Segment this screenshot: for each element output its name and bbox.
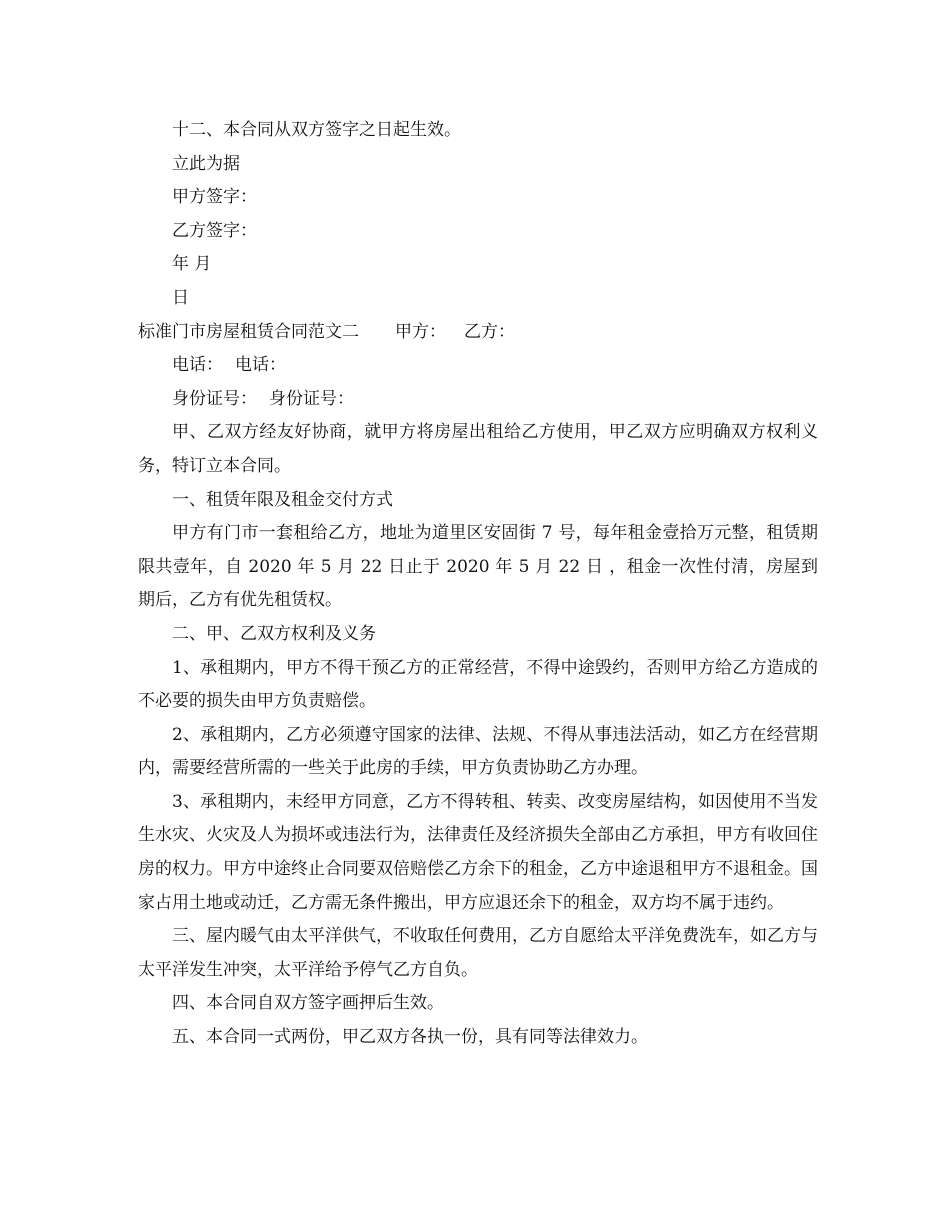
id-b-label: 身份证号： (269, 388, 354, 409)
party-b-signature-line: 乙方签字： (172, 220, 257, 241)
contract2-header-line (138, 316, 818, 350)
section4-body: 四、本合同自双方签字画押后生效。 (172, 993, 444, 1014)
contract2-title: 标准门市房屋租赁合同范文二 (138, 321, 359, 342)
section1-title: 一、租赁年限及租金交付方式 (172, 489, 393, 510)
clause-12: 十二、本合同从双方签字之日起生效。 (172, 120, 461, 140)
date-year-month-line: 年 月 (172, 254, 212, 275)
section2-item-2: 2、承租期内，乙方必须遵守国家的法律、法规、不得从事违法活动，如乙方在经营期内，需要经营所需的一些关于此房的手续，甲方负责协助乙方办理。 (138, 724, 818, 779)
party-b-label: 乙方： (464, 321, 515, 342)
section2-item-1: 1、承租期内，甲方不得干预乙方的正常经营，不得中途毁约，否则甲方给乙方造成的不必要的损失由甲方负责赔偿。 (138, 657, 818, 712)
phone-line (138, 349, 818, 383)
section2-item-3: 3、承租期内，未经甲方同意，乙方不得转租、转卖、改变房屋结构，如因使用不当发生水灾、火灾及人为损坏或违法行为，法律责任及经济损失全部由乙方承担，甲方有收回住房的权力。甲方中途终止合同要双倍赔偿乙方余下的租金，乙方中途退租甲方不退租金。国家占用土地或动迁，乙方需无条件搬出，甲方应退还余下的租金，双方均不属于违约。 (138, 791, 818, 913)
date-day-line: 日 (172, 287, 189, 308)
document-page (138, 114, 818, 1055)
section2-title: 二、甲、乙双方权利及义务 (172, 623, 376, 644)
phone-b-label: 电话： (235, 355, 286, 376)
party-a-signature-line: 甲方签字： (172, 187, 257, 208)
section3-body: 三、屋内暖气由太平洋供气，不收取任何费用，乙方自愿给太平洋免费洗车，如乙方与太平洋发生冲突，太平洋给予停气乙方自负。 (138, 926, 818, 980)
section5-body: 五、本合同一式两份，甲乙双方各执一份，具有同等法律效力。 (172, 1027, 648, 1048)
witness-line: 立此为据 (172, 153, 240, 174)
id-number-line (138, 383, 818, 417)
party-a-label: 甲方： (395, 321, 446, 342)
contract2-intro: 甲、乙双方经友好协商，就甲方将房屋出租给乙方使用，甲乙双方应明确双方权利义务，特订立本合同。 (138, 422, 818, 476)
phone-a-label: 电话： (172, 355, 223, 376)
id-a-label: 身份证号： (172, 388, 257, 409)
section1-body: 甲方有门市一套租给乙方，地址为道里区安固街 7 号，每年租金壹拾万元整，租赁期限共壹年，自 2020 年 5 月 22 日止于 2020 年 5 月 22 日 ，租金一次性付清，房屋到期后，乙方有优先租赁权。 (138, 523, 818, 611)
